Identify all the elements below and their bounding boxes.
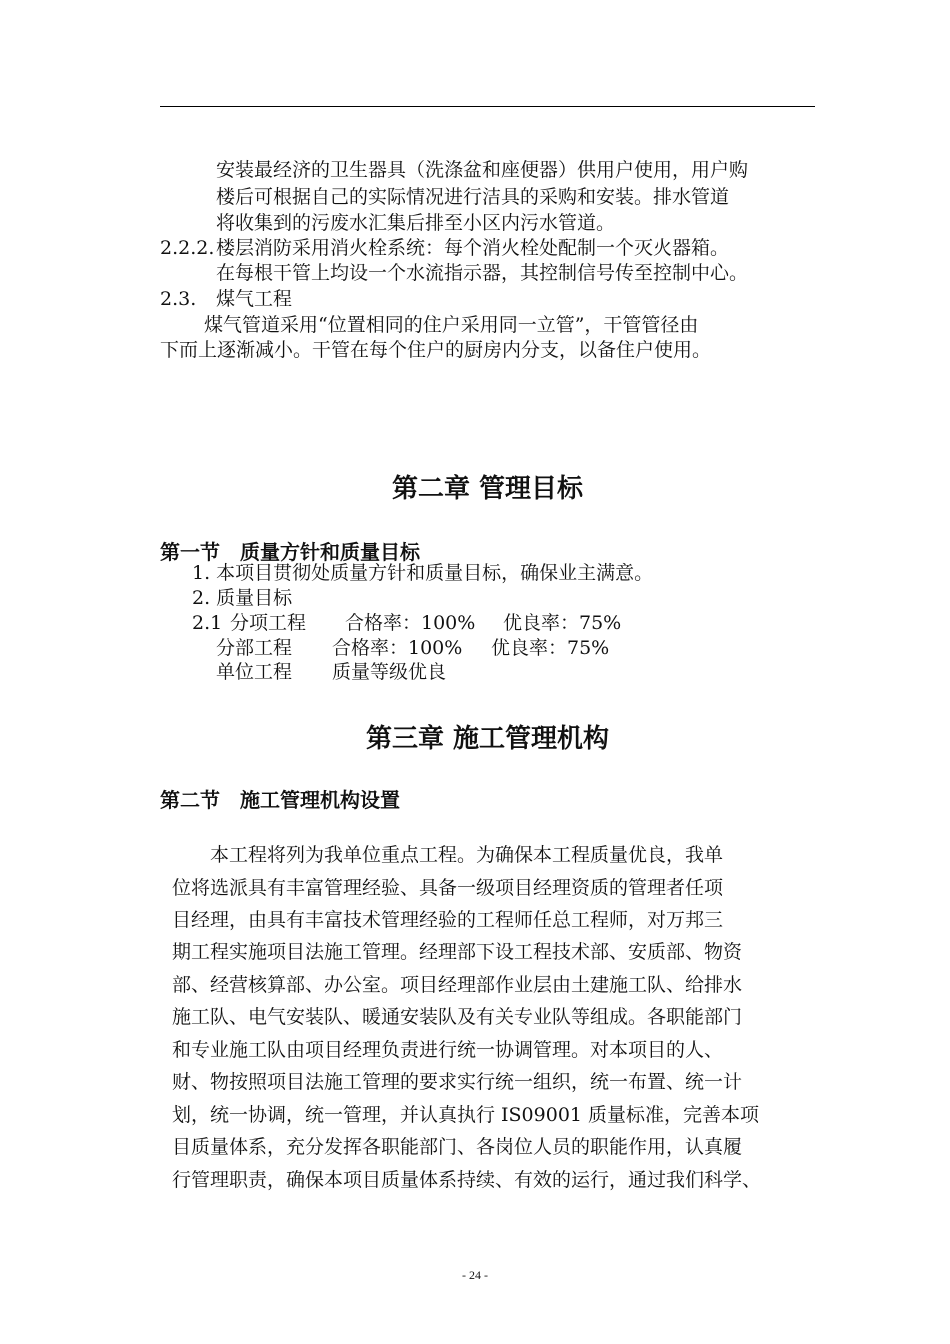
gas-paragraph-line1: 煤气管道采用“位置相同的住户采用同一立管”，干管管径由 bbox=[204, 314, 699, 336]
item-2-3-title: 煤气工程 bbox=[216, 288, 293, 310]
paragraph-line: 楼后可根据自己的实际情况进行洁具的采购和安装。排水管道 bbox=[216, 186, 730, 208]
row-rate-a: 合格率：100% bbox=[332, 637, 463, 659]
quality-item-2: 2. 质量目标 bbox=[192, 587, 293, 609]
header-rule bbox=[160, 106, 815, 107]
item-2-2-2-line2: 在每根干管上均设一个水流指示器，其控制信号传至控制中心。 bbox=[216, 262, 749, 284]
chapter-2-title: 第二章 管理目标 bbox=[391, 474, 584, 504]
section-1-title: 第一节 质量方针和质量目标 bbox=[160, 540, 420, 564]
row-prefix: 2.1 bbox=[192, 612, 223, 634]
item-2-2-2-number: 2.2.2. bbox=[160, 237, 215, 259]
body-line: 期工程实施项目法施工管理。经理部下设工程技术部、安质部、物资 bbox=[172, 941, 743, 963]
paragraph-line: 将收集到的污废水汇集后排至小区内污水管道。 bbox=[216, 212, 616, 234]
body-line: 划，统一协调，统一管理，并认真执行 IS09001 质量标准，完善本项 bbox=[172, 1104, 760, 1126]
row-rate-a: 质量等级优良 bbox=[332, 661, 447, 683]
body-line: 目经理，由具有丰富技术管理经验的工程师任总工程师，对万邦三 bbox=[172, 909, 724, 931]
quality-item-1: 1. 本项目贯彻处质量方针和质量目标，确保业主满意。 bbox=[192, 562, 654, 584]
body-line: 施工队、电气安装队、暖通安装队及有关专业队等组成。各职能部门 bbox=[172, 1006, 743, 1028]
row-rate-a: 合格率：100% bbox=[345, 612, 476, 634]
chapter-3-title: 第三章 施工管理机构 bbox=[365, 724, 610, 754]
gas-paragraph-line2: 下而上逐渐减小。干管在每个住户的厨房内分支，以备住户使用。 bbox=[160, 339, 712, 361]
page-number: - 24 - bbox=[462, 1268, 488, 1282]
body-line: 和专业施工队由项目经理负责进行统一协调管理。对本项目的人、 bbox=[172, 1039, 724, 1061]
item-2-3-number: 2.3. bbox=[160, 288, 197, 310]
row-rate-b: 优良率：75% bbox=[503, 612, 622, 634]
body-line: 目质量体系，充分发挥各职能部门、各岗位人员的职能作用，认真履 bbox=[172, 1136, 743, 1158]
section-2-title: 第二节 施工管理机构设置 bbox=[160, 788, 400, 812]
paragraph-line: 安装最经济的卫生器具（洗涤盆和座便器）供用户使用，用户购 bbox=[216, 159, 749, 181]
body-line: 部、经营核算部、办公室。项目经理部作业层由土建施工队、给排水 bbox=[172, 974, 743, 996]
body-line: 财、物按照项目法施工管理的要求实行统一组织，统一布置、统一计 bbox=[172, 1071, 743, 1093]
row-name: 分项工程 bbox=[230, 612, 307, 634]
body-line: 行管理职责，确保本项目质量体系持续、有效的运行，通过我们科学、 bbox=[172, 1169, 762, 1191]
body-line: 本工程将列为我单位重点工程。为确保本工程质量优良，我单 bbox=[172, 844, 724, 866]
item-2-2-2-line1: 楼层消防采用消火栓系统：每个消火栓处配制一个灭火器箱。 bbox=[216, 237, 730, 259]
row-name: 单位工程 bbox=[216, 661, 293, 683]
row-rate-b: 优良率：75% bbox=[491, 637, 610, 659]
row-name: 分部工程 bbox=[216, 637, 293, 659]
body-line: 位将选派具有丰富管理经验、具备一级项目经理资质的管理者任项 bbox=[172, 877, 724, 899]
